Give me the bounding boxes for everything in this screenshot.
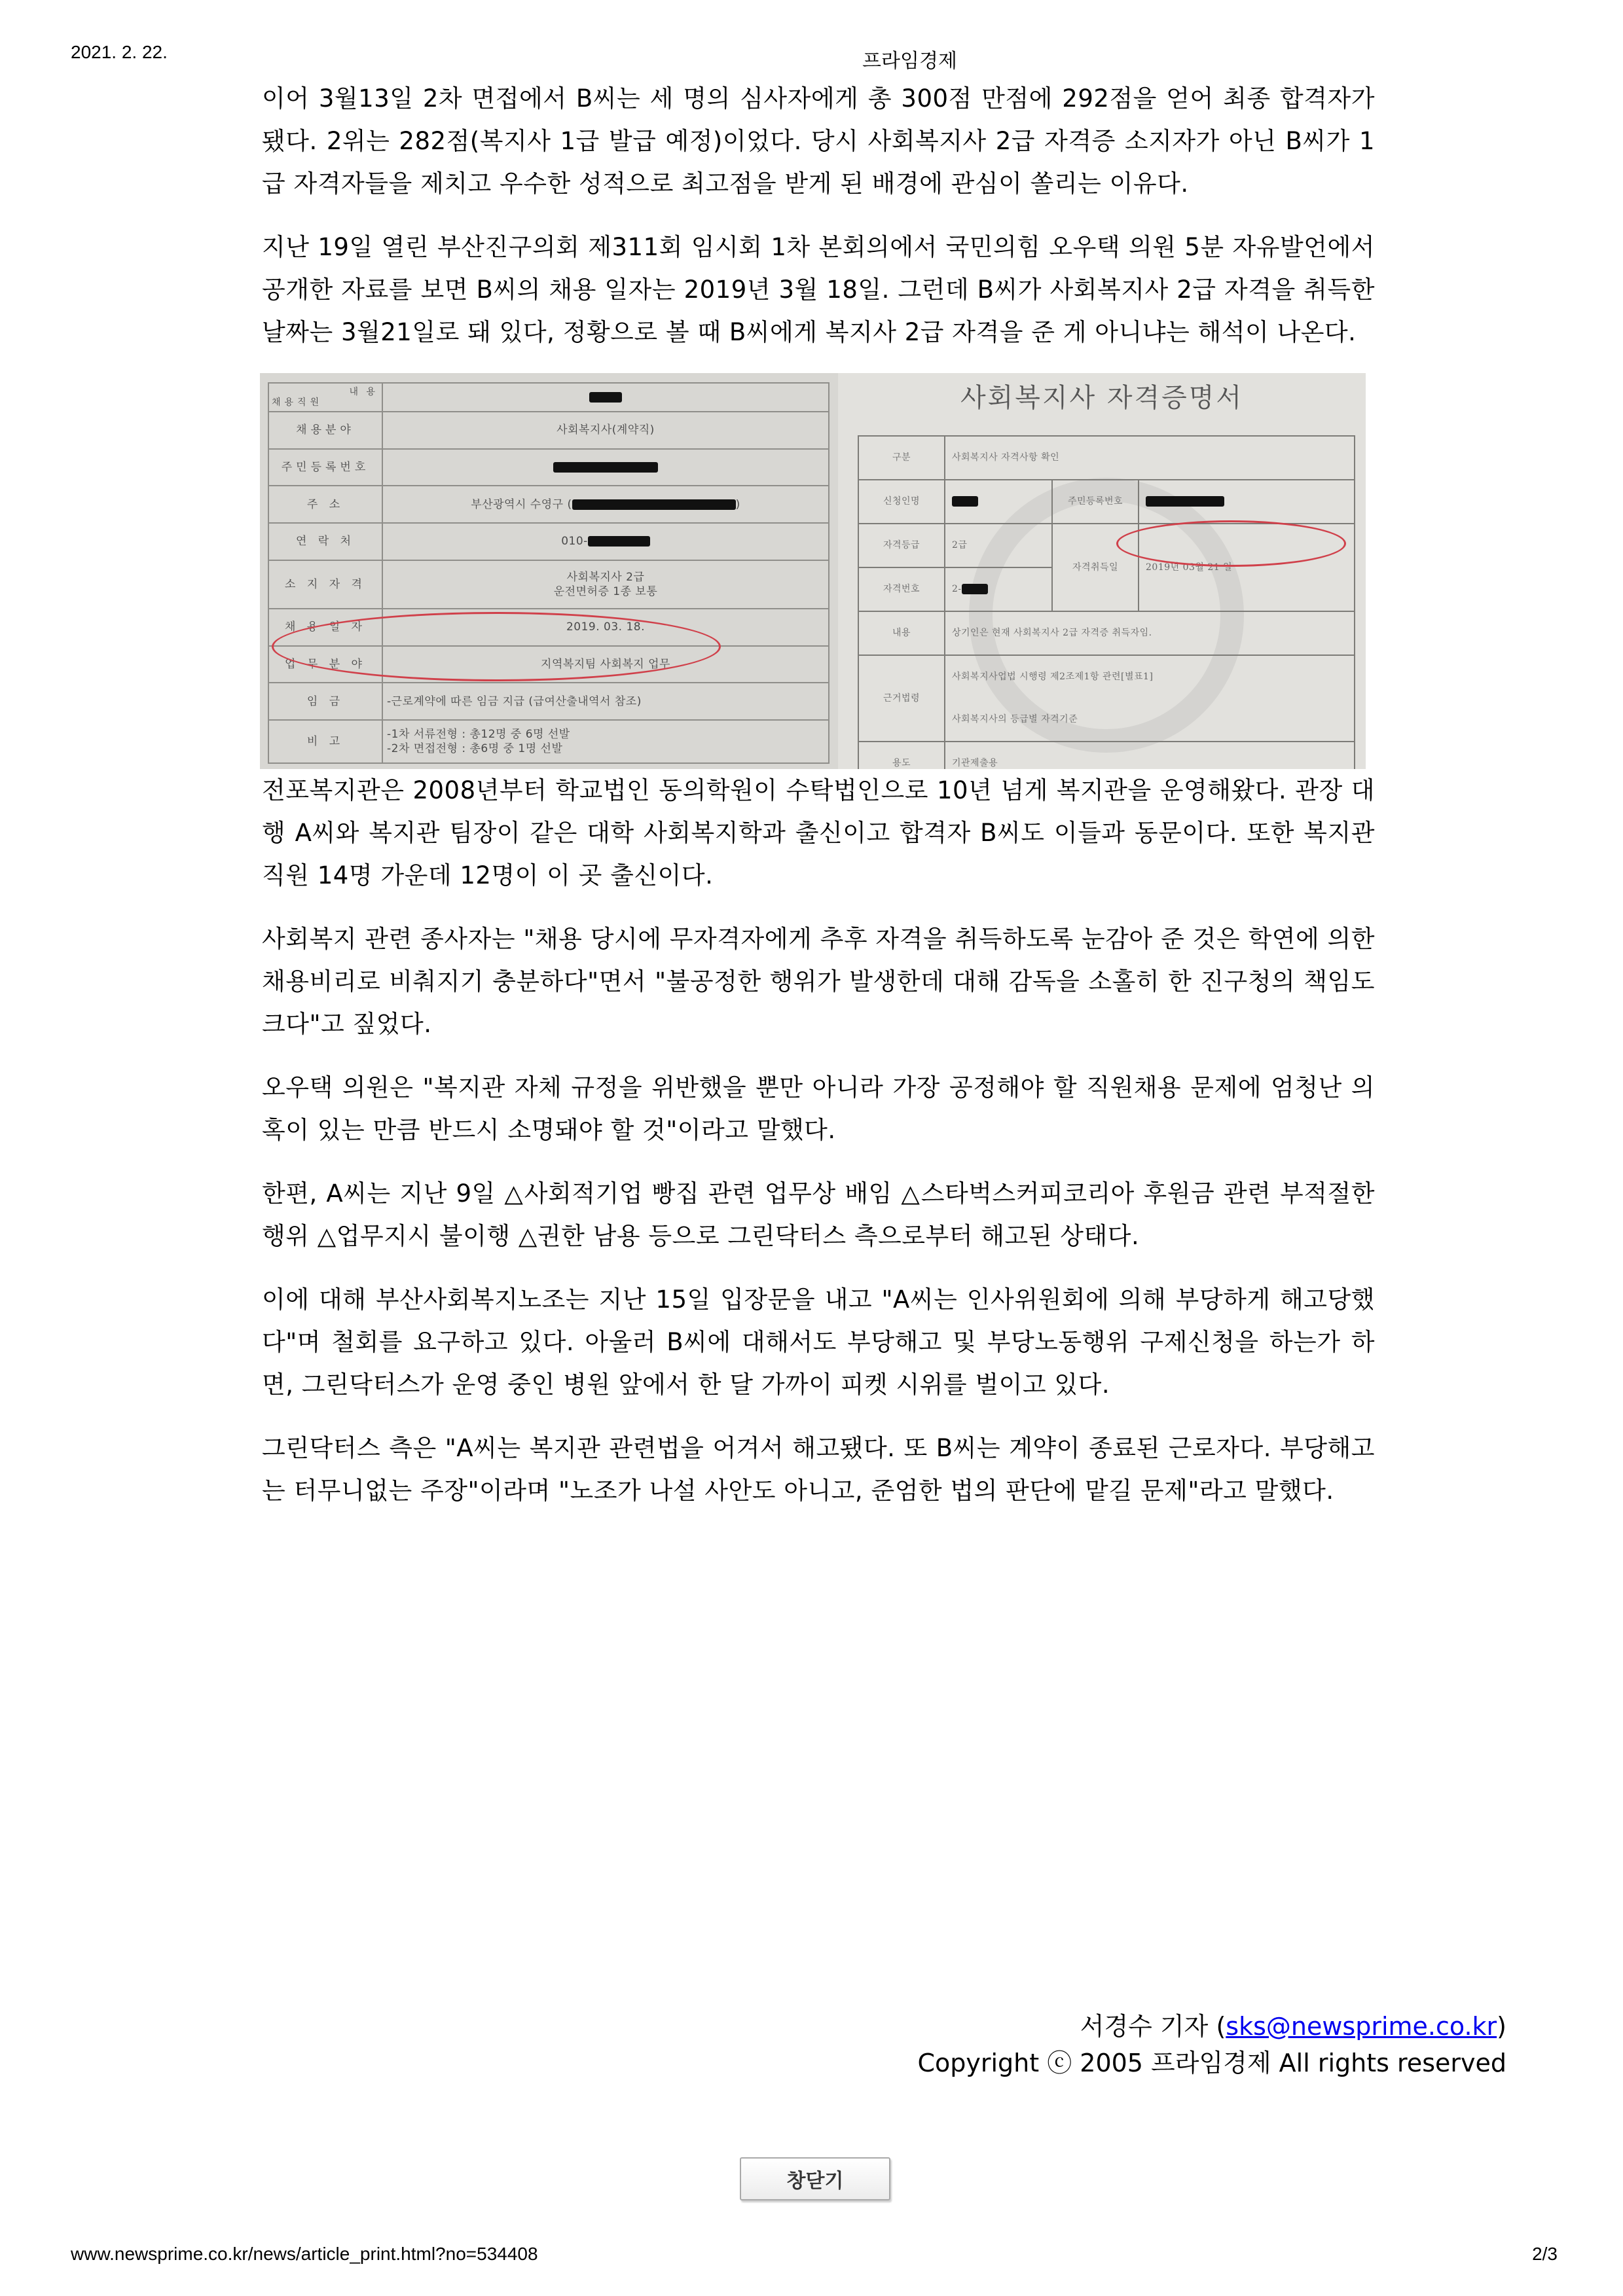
article-paragraph: 전포복지관은 2008년부터 학교법인 동의학원이 수탁법인으로 10년 넘게 복지관을 운영해왔다. 관장 대행 A씨와 복지관 팀장이 같은 대학 사회복지학과 출신이고 합격자 B씨도 이들과 동문이다. 또한 복지관 직원 14명 가운데 12명이 이 곳 출신이다. — [262, 776, 1375, 889]
acquired-date-label: 자격취득일 — [1052, 524, 1139, 611]
hire-date-value: 2019. 03. 18. — [382, 609, 829, 646]
employment-record-table: 내 용 채용직원 채용분야 사회복지사(계약직) 주민등록번호 주 소 부산광역시 수영구 ( ) 연 락 처 010- 소 지 자 격 사회복지사 2급 운전면허증 1종 보통 채 용 일 자 2019. 03. 18. 업 무 분 야 지역복지팀 사회복지 업무 임 금 -근로계약에 따른 임금 지급 (급여산출내역서 참조) 비 고 -1차 서류전형 : 총12명 중 6명 선발 -2차 면접전형 : 총6명 중 1명 선발 — [268, 382, 830, 764]
article-paragraph: 이어 3월13일 2차 면접에서 B씨는 세 명의 심사자에게 총 300점 만점에 292점을 얻어 최종 합격자가 됐다. 2위는 282점(복지사 1급 발급 예정)이었다. 당시 사회복지사 2급 자격증 소지자가 아닌 B씨가 1급 자격자들을 제치고 우수한 성적으로 최고점을 받게 된 배경에 관심이 쏠리는 이유다. — [262, 84, 1376, 198]
print-date: 2021. 2. 22. — [71, 42, 168, 62]
print-footer-url: www.newsprime.co.kr/news/article_print.html?no=534408 — [71, 2244, 538, 2264]
certificate-table: 구분 사회복지사 자격사항 확인 신청인명 주민등록번호 자격등급 2급 자격취득일 2019년 03월 21 일 자격번호 2- 내용 상기인은 현재 사회복지사 2급 자격증 취득자임. 근거법령 사회복지사업법 시행령 제2조제1항 관련[별표1] 사회복지사의 등급별 자격기준 용도 기관제출용 — [858, 435, 1355, 769]
print-title: 프라임경제 — [862, 50, 957, 73]
certificate-photo — [838, 373, 1366, 769]
redacted-rrn — [382, 449, 829, 486]
header-cell: 내 용 채용직원 — [268, 383, 382, 412]
redacted-name — [382, 383, 829, 412]
article-paragraph: 그린닥터스 측은 "A씨는 복지관 관련법을 어겨서 해고됐다. 또 B씨는 계약이 종료된 근로자다. 부당해고는 터무니없는 주장"이라며 "노조가 나설 사안도 아니고, 준엄한 법의 판단에 맡길 문제"라고 말했다. — [262, 1434, 1375, 1505]
hire-date-label: 채 용 일 자 — [268, 609, 382, 646]
article-paragraph: 이에 대해 부산사회복지노조는 지난 15일 입장문을 내고 "A씨는 인사위원회에 의해 부당하게 해고당했다"며 철회를 요구하고 있다. 아울러 B씨에 대해서도 부당해고 및 부당노동행위 구제신청을 하는가 하면, 그린닥터스가 운영 중인 병원 앞에서 한 달 가까이 피켓 시위를 벌이고 있다. — [262, 1285, 1375, 1399]
certificate-title: 사회복지사 자격증명서 — [960, 383, 1244, 413]
acquired-date-value: 2019년 03월 21 일 — [1139, 524, 1355, 611]
article-photo — [260, 373, 1366, 769]
article-paragraph: 오우택 의원은 "복지관 자체 규정을 위반했을 뿐만 아니라 가장 공정해야 할 직원채용 문제에 엄청난 의혹이 있는 만큼 반드시 소명돼야 할 것"이라고 말했다. — [262, 1073, 1375, 1144]
article-paragraph: 사회복지 관련 종사자는 "채용 당시에 무자격자에게 추후 자격을 취득하도록 눈감아 준 것은 학연에 의한 채용비리로 비춰지기 충분하다"면서 "불공정한 행위가 발생한데 대해 감독을 소홀히 한 진구청의 책임도 크다"고 짚었다. — [262, 925, 1375, 1038]
print-footer-page-number: 2/3 — [1532, 2244, 1558, 2264]
article-paragraph: 한편, A씨는 지난 9일 △사회적기업 빵집 관련 업무상 배임 △스타벅스커피코리아 후원금 관련 부적절한 행위 △업무지시 불이행 △권한 남용 등으로 그린닥터스 측으로부터 해고된 상태다. — [262, 1179, 1375, 1250]
reporter-email-link[interactable]: sks@newsprime.co.kr — [1226, 2012, 1497, 2041]
close-window-button[interactable]: 창닫기 — [740, 2157, 890, 2200]
copyright: Copyright ⓒ 2005 프라임경제 All rights reserved — [917, 2049, 1506, 2077]
byline — [917, 2008, 1506, 2081]
reporter-line: 서경수 기자 (sks@newsprime.co.kr) — [1080, 2012, 1506, 2041]
reporter-name: 서경수 기자 — [1080, 2012, 1209, 2041]
article-body — [262, 77, 1375, 1533]
employment-record-photo — [260, 373, 838, 769]
article-paragraph: 지난 19일 열린 부산진구의회 제311회 임시회 1차 본회의에서 국민의힘 오우택 의원 5분 자유발언에서 공개한 자료를 보면 B씨의 채용 일자는 2019년 3월 18일. 그런데 B씨가 사회복지사 2급 자격을 취득한 날짜는 3월21일로 돼 있다, 정황으로 볼 때 B씨에게 복지사 2급 자격을 준 게 아니냐는 해석이 나온다. — [262, 233, 1375, 346]
